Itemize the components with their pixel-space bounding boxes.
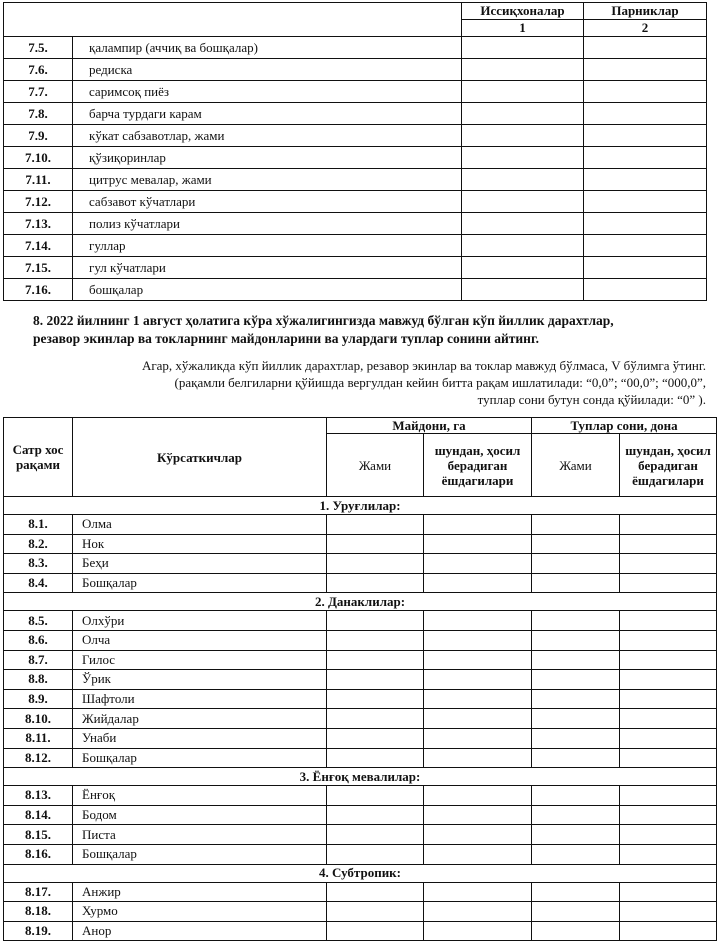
input-cell-area-fruitful[interactable] xyxy=(424,825,532,845)
row-label: Бошқалар xyxy=(73,844,327,864)
row-code: 7.7. xyxy=(4,81,73,103)
table-row xyxy=(4,709,717,729)
row-code: 8.16. xyxy=(4,844,73,864)
input-cell-bushes-fruitful[interactable] xyxy=(620,921,717,941)
header-blank xyxy=(4,3,462,37)
table-row xyxy=(4,882,717,902)
input-cell-bushes-total[interactable] xyxy=(532,728,620,748)
input-cell-bushes-total[interactable] xyxy=(532,882,620,902)
row-label: кўкат сабзавотлар, жами xyxy=(73,125,462,147)
row-code: 8.12. xyxy=(4,748,73,768)
input-cell-area-total[interactable] xyxy=(327,534,424,554)
row-label: Хурмо xyxy=(73,902,327,922)
row-label: сабзавот кўчатлари xyxy=(73,191,462,213)
input-cell-bushes-total[interactable] xyxy=(532,573,620,593)
input-cell-bushes-fruitful[interactable] xyxy=(620,573,717,593)
input-cell-bushes-total[interactable] xyxy=(532,611,620,631)
input-cell-hotbeds[interactable] xyxy=(584,103,707,125)
input-cell-area-fruitful[interactable] xyxy=(424,921,532,941)
table-row xyxy=(4,611,717,631)
header-area-total: Жами xyxy=(327,434,424,497)
row-label: Бошқалар xyxy=(73,573,327,593)
input-cell-greenhouses[interactable] xyxy=(462,103,584,125)
input-cell-bushes-fruitful[interactable] xyxy=(620,515,717,535)
input-cell-greenhouses[interactable] xyxy=(462,125,584,147)
row-code: 8.2. xyxy=(4,534,73,554)
input-cell-hotbeds[interactable] xyxy=(584,191,707,213)
input-cell-area-total[interactable] xyxy=(327,748,424,768)
table-row xyxy=(4,670,717,690)
input-cell-bushes-fruitful[interactable] xyxy=(620,728,717,748)
input-cell-bushes-fruitful[interactable] xyxy=(620,670,717,690)
input-cell-area-total[interactable] xyxy=(327,805,424,825)
input-cell-area-fruitful[interactable] xyxy=(424,786,532,806)
row-code: 8.7. xyxy=(4,650,73,670)
table-row xyxy=(4,786,717,806)
question-line-2: резавор экинлар ва токларнинг майдонларини ва улардаги туплар сонини айтинг. xyxy=(33,331,539,346)
section8-note xyxy=(106,357,706,408)
row-code: 8.14. xyxy=(4,805,73,825)
row-label: Бошқалар xyxy=(73,748,327,768)
input-cell-bushes-total[interactable] xyxy=(532,902,620,922)
input-cell-greenhouses[interactable] xyxy=(462,257,584,279)
table-row xyxy=(4,921,717,941)
row-code: 8.11. xyxy=(4,728,73,748)
row-label: гул кўчатлари xyxy=(73,257,462,279)
header-indicators: Кўрсаткичлар xyxy=(73,418,327,497)
row-label: Нок xyxy=(73,534,327,554)
input-cell-bushes-total[interactable] xyxy=(532,844,620,864)
note-line-3: туплар сони бутун сонда қўйилади: “0” ). xyxy=(477,392,706,407)
input-cell-greenhouses[interactable] xyxy=(462,213,584,235)
row-code: 7.8. xyxy=(4,103,73,125)
group-title: 2. Данаклилар: xyxy=(4,593,717,611)
section8-question xyxy=(33,312,693,348)
input-cell-area-total[interactable] xyxy=(327,844,424,864)
row-label: қалампир (аччиқ ва бошқалар) xyxy=(73,37,462,59)
row-label: Шафтоли xyxy=(73,689,327,709)
input-cell-area-fruitful[interactable] xyxy=(424,554,532,574)
input-cell-greenhouses[interactable] xyxy=(462,147,584,169)
row-code: 8.3. xyxy=(4,554,73,574)
input-cell-bushes-total[interactable] xyxy=(532,650,620,670)
table-row xyxy=(4,630,717,650)
input-cell-bushes-total[interactable] xyxy=(532,515,620,535)
input-cell-bushes-fruitful[interactable] xyxy=(620,786,717,806)
input-cell-area-total[interactable] xyxy=(327,786,424,806)
row-label: Анор xyxy=(73,921,327,941)
row-label: Писта xyxy=(73,825,327,845)
input-cell-area-fruitful[interactable] xyxy=(424,515,532,535)
group-header-row xyxy=(4,864,717,882)
input-cell-area-fruitful[interactable] xyxy=(424,611,532,631)
row-label: Олма xyxy=(73,515,327,535)
input-cell-bushes-fruitful[interactable] xyxy=(620,844,717,864)
row-label: Гилос xyxy=(73,650,327,670)
input-cell-area-total[interactable] xyxy=(327,554,424,574)
input-cell-hotbeds[interactable] xyxy=(584,81,707,103)
table-row xyxy=(4,125,707,147)
input-cell-area-fruitful[interactable] xyxy=(424,728,532,748)
row-code: 7.10. xyxy=(4,147,73,169)
input-cell-bushes-fruitful[interactable] xyxy=(620,554,717,574)
group-header-row xyxy=(4,497,717,515)
input-cell-hotbeds[interactable] xyxy=(584,125,707,147)
input-cell-area-total[interactable] xyxy=(327,650,424,670)
input-cell-hotbeds[interactable] xyxy=(584,59,707,81)
row-label: Олхўри xyxy=(73,611,327,631)
input-cell-hotbeds[interactable] xyxy=(584,279,707,301)
input-cell-greenhouses[interactable] xyxy=(462,37,584,59)
row-code: 8.1. xyxy=(4,515,73,535)
input-cell-bushes-fruitful[interactable] xyxy=(620,630,717,650)
input-cell-area-fruitful[interactable] xyxy=(424,709,532,729)
input-cell-hotbeds[interactable] xyxy=(584,257,707,279)
input-cell-area-fruitful[interactable] xyxy=(424,748,532,768)
section8-table xyxy=(3,417,717,941)
input-cell-greenhouses[interactable] xyxy=(462,191,584,213)
section7-table xyxy=(3,2,707,301)
row-code: 8.4. xyxy=(4,573,73,593)
input-cell-area-total[interactable] xyxy=(327,728,424,748)
col-hotbeds: Парниклар xyxy=(584,3,707,20)
row-code: 7.12. xyxy=(4,191,73,213)
row-code: 8.19. xyxy=(4,921,73,941)
row-code: 8.13. xyxy=(4,786,73,806)
table-row xyxy=(4,191,707,213)
table-row xyxy=(4,825,717,845)
row-label: Унаби xyxy=(73,728,327,748)
row-code: 7.9. xyxy=(4,125,73,147)
row-label: саримсоқ пиёз xyxy=(73,81,462,103)
header-bushes-fruitful: шундан, ҳосил берадиган ёшдагилари xyxy=(620,434,717,497)
row-code: 7.15. xyxy=(4,257,73,279)
input-cell-hotbeds[interactable] xyxy=(584,37,707,59)
table-row xyxy=(4,515,717,535)
input-cell-area-fruitful[interactable] xyxy=(424,689,532,709)
table-row xyxy=(4,902,717,922)
table-row xyxy=(4,235,707,257)
table-row xyxy=(4,147,707,169)
header-bushes-group: Туплар сони, дона xyxy=(532,418,717,434)
input-cell-bushes-fruitful[interactable] xyxy=(620,650,717,670)
input-cell-hotbeds[interactable] xyxy=(584,213,707,235)
row-code: 7.11. xyxy=(4,169,73,191)
input-cell-area-fruitful[interactable] xyxy=(424,844,532,864)
input-cell-area-total[interactable] xyxy=(327,709,424,729)
row-label: қўзиқоринлар xyxy=(73,147,462,169)
row-code: 7.16. xyxy=(4,279,73,301)
question-line-1: 8. 2022 йилнинг 1 август ҳолатига кўра хўжалигингизда мавжуд бўлган кўп йиллик дарахтлар, xyxy=(33,313,614,328)
row-code: 8.18. xyxy=(4,902,73,922)
table-row xyxy=(4,279,707,301)
table-row xyxy=(4,689,717,709)
row-code: 7.13. xyxy=(4,213,73,235)
input-cell-bushes-fruitful[interactable] xyxy=(620,611,717,631)
input-cell-bushes-fruitful[interactable] xyxy=(620,534,717,554)
input-cell-bushes-total[interactable] xyxy=(532,709,620,729)
group-header-row xyxy=(4,593,717,611)
input-cell-area-total[interactable] xyxy=(327,611,424,631)
table-row xyxy=(4,554,717,574)
table-row xyxy=(4,103,707,125)
input-cell-bushes-fruitful[interactable] xyxy=(620,882,717,902)
input-cell-area-fruitful[interactable] xyxy=(424,902,532,922)
input-cell-area-total[interactable] xyxy=(327,515,424,535)
row-code: 8.5. xyxy=(4,611,73,631)
table-row xyxy=(4,81,707,103)
input-cell-area-total[interactable] xyxy=(327,902,424,922)
row-label: Беҳи xyxy=(73,554,327,574)
input-cell-area-fruitful[interactable] xyxy=(424,650,532,670)
row-label: гуллар xyxy=(73,235,462,257)
row-code: 7.6. xyxy=(4,59,73,81)
row-label: Олча xyxy=(73,630,327,650)
input-cell-area-fruitful[interactable] xyxy=(424,630,532,650)
input-cell-area-fruitful[interactable] xyxy=(424,805,532,825)
input-cell-area-total[interactable] xyxy=(327,670,424,690)
input-cell-greenhouses[interactable] xyxy=(462,235,584,257)
group-title: 3. Ёнғоқ мевалилар: xyxy=(4,768,717,786)
row-label: редиска xyxy=(73,59,462,81)
input-cell-area-total[interactable] xyxy=(327,825,424,845)
input-cell-bushes-fruitful[interactable] xyxy=(620,689,717,709)
col-number-2: 2 xyxy=(584,20,707,37)
input-cell-bushes-total[interactable] xyxy=(532,825,620,845)
row-label: Бодом xyxy=(73,805,327,825)
input-cell-bushes-total[interactable] xyxy=(532,921,620,941)
input-cell-bushes-total[interactable] xyxy=(532,670,620,690)
group-header-row xyxy=(4,768,717,786)
input-cell-bushes-total[interactable] xyxy=(532,805,620,825)
input-cell-greenhouses[interactable] xyxy=(462,59,584,81)
row-label: Ўрик xyxy=(73,670,327,690)
note-line-2: (рақамли белгиларни қўйишда вергулдан кейин битта рақам ишлатилади: “0,0”; “00,0”; “000,0”, xyxy=(174,375,706,390)
row-label: Анжир xyxy=(73,882,327,902)
table-row xyxy=(4,257,707,279)
input-cell-bushes-fruitful[interactable] xyxy=(620,825,717,845)
input-cell-area-total[interactable] xyxy=(327,630,424,650)
header-row-code: Сатр хос рақами xyxy=(4,418,73,497)
row-label: Жийдалар xyxy=(73,709,327,729)
input-cell-bushes-total[interactable] xyxy=(532,689,620,709)
table-row xyxy=(4,844,717,864)
row-code: 8.15. xyxy=(4,825,73,845)
table-row xyxy=(4,169,707,191)
row-code: 8.17. xyxy=(4,882,73,902)
row-label: Ёнғоқ xyxy=(73,786,327,806)
input-cell-greenhouses[interactable] xyxy=(462,279,584,301)
table-row xyxy=(4,573,717,593)
input-cell-hotbeds[interactable] xyxy=(584,147,707,169)
table-row xyxy=(4,650,717,670)
table-row xyxy=(4,805,717,825)
table-row xyxy=(4,748,717,768)
input-cell-bushes-fruitful[interactable] xyxy=(620,902,717,922)
row-code: 7.5. xyxy=(4,37,73,59)
row-label: барча турдаги карам xyxy=(73,103,462,125)
row-code: 7.14. xyxy=(4,235,73,257)
input-cell-bushes-total[interactable] xyxy=(532,630,620,650)
input-cell-area-total[interactable] xyxy=(327,689,424,709)
row-label: бошқалар xyxy=(73,279,462,301)
group-title: 1. Уруғлилар: xyxy=(4,497,717,515)
table-row xyxy=(4,534,717,554)
input-cell-bushes-total[interactable] xyxy=(532,534,620,554)
header-area-group: Майдони, га xyxy=(327,418,532,434)
row-code: 8.6. xyxy=(4,630,73,650)
header-bushes-total: Жами xyxy=(532,434,620,497)
row-code: 8.9. xyxy=(4,689,73,709)
input-cell-bushes-total[interactable] xyxy=(532,786,620,806)
input-cell-area-total[interactable] xyxy=(327,921,424,941)
row-label: полиз кўчатлари xyxy=(73,213,462,235)
header-area-fruitful: шундан, ҳосил берадиган ёшдагилари xyxy=(424,434,532,497)
table-row xyxy=(4,728,717,748)
input-cell-greenhouses[interactable] xyxy=(462,81,584,103)
input-cell-area-total[interactable] xyxy=(327,573,424,593)
row-code: 8.10. xyxy=(4,709,73,729)
input-cell-area-total[interactable] xyxy=(327,882,424,902)
input-cell-greenhouses[interactable] xyxy=(462,169,584,191)
col-number-1: 1 xyxy=(462,20,584,37)
input-cell-area-fruitful[interactable] xyxy=(424,573,532,593)
table-row xyxy=(4,213,707,235)
input-cell-area-fruitful[interactable] xyxy=(424,670,532,690)
input-cell-area-fruitful[interactable] xyxy=(424,534,532,554)
input-cell-hotbeds[interactable] xyxy=(584,169,707,191)
group-title: 4. Субтропик: xyxy=(4,864,717,882)
input-cell-bushes-fruitful[interactable] xyxy=(620,709,717,729)
input-cell-bushes-total[interactable] xyxy=(532,748,620,768)
input-cell-hotbeds[interactable] xyxy=(584,235,707,257)
input-cell-bushes-total[interactable] xyxy=(532,554,620,574)
row-code: 8.8. xyxy=(4,670,73,690)
col-greenhouses: Иссиқхоналар xyxy=(462,3,584,20)
note-line-1: Агар, хўжаликда кўп йиллик дарахтлар, резавор экинлар ва токлар мавжуд бўлмаса, V бўлимга ўтинг. xyxy=(141,358,706,373)
table-row xyxy=(4,37,707,59)
input-cell-area-fruitful[interactable] xyxy=(424,882,532,902)
row-label: цитрус мевалар, жами xyxy=(73,169,462,191)
input-cell-bushes-fruitful[interactable] xyxy=(620,748,717,768)
input-cell-bushes-fruitful[interactable] xyxy=(620,805,717,825)
table-row xyxy=(4,59,707,81)
